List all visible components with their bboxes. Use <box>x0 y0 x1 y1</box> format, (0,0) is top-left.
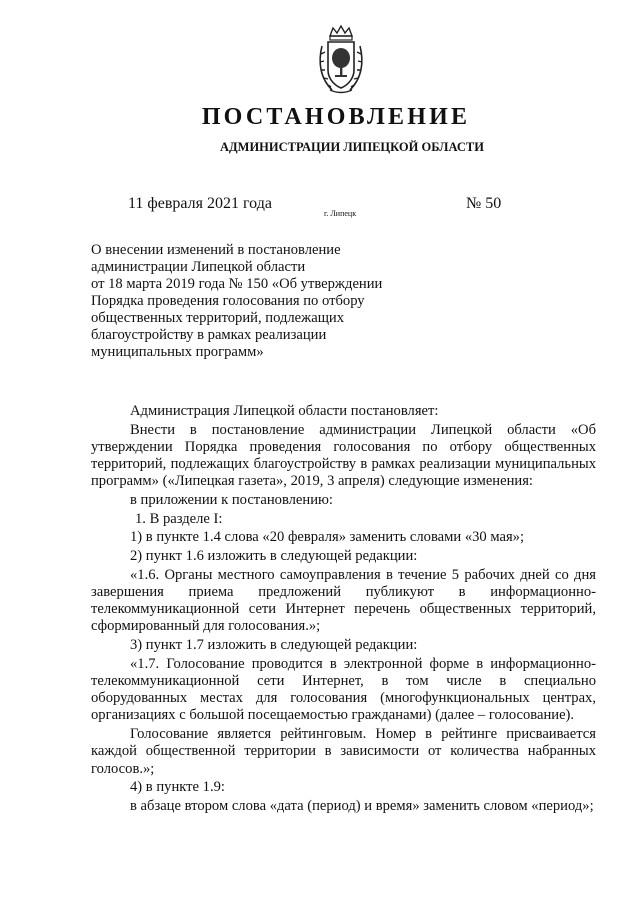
body-paragraph: Администрация Липецкой области постановляет: <box>130 403 439 419</box>
subject-line: общественных территорий, подлежащих <box>91 310 345 326</box>
body-paragraph: Внести в постановление администрации Липецкой области «Об утверждении Порядка проведения голосования по отбору общественных территорий, подлежащих благоустройству в рамках реализации муниципальных программ» («Липецкая газета», 2019, 3 апреля) следующие изменения: <box>91 421 596 490</box>
document-body <box>91 403 596 817</box>
body-paragraph: «1.7. Голосование проводится в электронной форме в информационно-телекоммуникационной сети Интернет, в том числе в специально оборудованных местах для голосования (многофункциональных центрах, организациях с большой посещаемостью гражданами) (далее – голосование). <box>91 655 596 724</box>
subject-line: от 18 марта 2019 года № 150 «Об утверждении <box>91 276 383 292</box>
body-paragraph: в приложении к постановлению: <box>130 492 333 509</box>
body-paragraph: 1) в пункте 1.4 слова «20 февраля» заменить словами «30 мая»; <box>130 529 525 546</box>
body-paragraph: Голосование является рейтинговым. Номер в рейтинге присваивается каждой общественной территории в зависимости от количества набранных голосов.»; <box>91 726 596 777</box>
body-paragraph: 2) пункт 1.6 изложить в следующей редакции: <box>130 548 418 565</box>
document-city: г. Липецк <box>324 209 357 218</box>
body-paragraph: «1.6. Органы местного самоуправления в течение 5 рабочих дней со дня завершения приема предложений публикуют в информационно-телекоммуникационной сети Интернет перечень общественных территорий, сформированный для голосования.»; <box>91 566 596 635</box>
subject-line: О внесении изменений в постановление <box>91 242 341 258</box>
subject-line: муниципальных программ» <box>91 344 264 360</box>
document-title: ПОСТАНОВЛЕНИЕ <box>201 104 471 130</box>
document-date: 11 февраля 2021 года <box>128 195 272 212</box>
document-number: № 50 <box>466 195 502 212</box>
subject-line: благоустройству в рамках реализации <box>91 327 327 343</box>
body-paragraph: 1. В разделе I: <box>135 510 223 527</box>
coat-of-arms-icon <box>316 24 366 94</box>
subject-line: администрации Липецкой области <box>91 259 306 275</box>
subject-line: Порядка проведения голосования по отбору <box>91 293 365 309</box>
body-paragraph: 4) в пункте 1.9: <box>130 779 225 796</box>
document-subtitle: АДМИНИСТРАЦИИ ЛИПЕЦКОЙ ОБЛАСТИ <box>220 140 484 154</box>
document-subject <box>91 242 421 361</box>
body-paragraph: в абзаце втором слова «дата (период) и время» заменить словом «период»; <box>130 797 594 814</box>
body-paragraph: 3) пункт 1.7 изложить в следующей редакции: <box>130 637 418 654</box>
